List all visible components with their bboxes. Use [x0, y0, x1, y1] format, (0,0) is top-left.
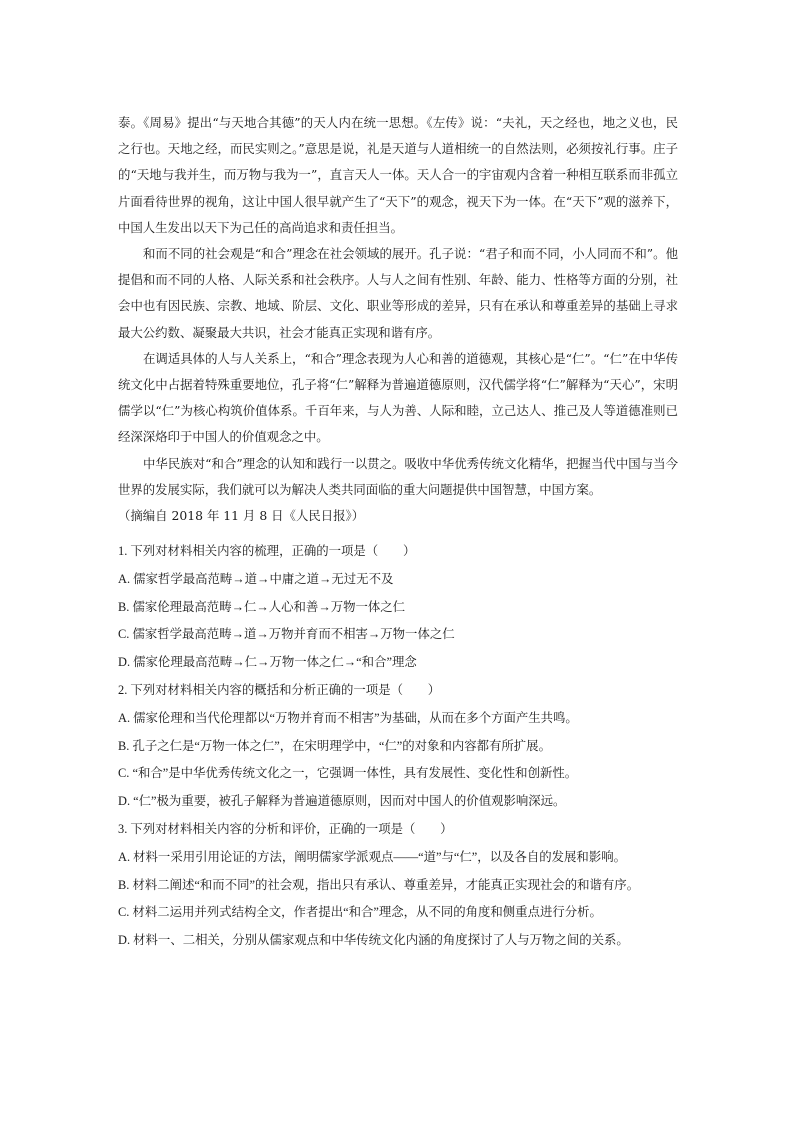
question-stem: 3. 下列对材料相关内容的分析和评价，正确的一项是（ ）	[118, 821, 453, 836]
passage-paragraph-4: 中华民族对“和合”理念的认知和践行一以贯之。吸收中华优秀传统文化精华，把握当代中国与当今世界的发展实际，我们就可以为解决人类共同面临的重大问题提供中国智慧，中国方案。	[118, 455, 678, 497]
option-b: B. 儒家伦理最高范畴→仁→人心和善→万物一体之仁	[118, 599, 406, 614]
option-a: A. 儒家哲学最高范畴→道→中庸之道→无过无不及	[118, 571, 394, 586]
option-d: D. 儒家伦理最高范畴→仁→万物一体之仁→“和合”理念	[118, 655, 417, 670]
option-c: C. 材料二运用并列式结构全文，作者提出“和合”理念，从不同的角度和侧重点进行分析。	[118, 905, 602, 920]
option-d: D. 材料一、二相关，分别从儒家观点和中华传统文化内涵的角度探讨了人与万物之间的关系。	[118, 933, 629, 948]
question-2	[118, 677, 698, 816]
question-stem: 2. 下列对材料相关内容的概括和分析正确的一项是（ ）	[118, 682, 441, 697]
question-stem: 1. 下列对材料相关内容的梳理，正确的一项是（ ）	[118, 544, 416, 558]
option-a: A. 儒家伦理和当代伦理都以“万物并育而不相害”为基础，从而在多个方面产生共鸣。	[118, 710, 578, 725]
passage-paragraph-2: 和而不同的社会观是“和合”理念在社会领域的展开。孔子说：“君子和而不同，小人同而不和”。他提倡和而不同的人格、人际关系和社会秩序。人与人之间有性别、年龄、能力、性格等方面的分别，社会中也有因民族、宗教、地域、阶层、文化、职业等形成的差异，只有在承认和尊重差异的基础上寻求最大公约数、凝聚最大共识，社会才能真正实现和谐有序。	[118, 246, 678, 340]
option-b: B. 孔子之仁是“万物一体之仁”，在宋明理学中，“仁”的对象和内容都有所扩展。	[118, 738, 551, 753]
option-c: C. “和合”是中华优秀传统文化之一，它强调一体性，具有发展性、变化性和创新性。	[118, 766, 578, 781]
source-citation: （摘编自 2018 年 11 月 8 日《人民日报》）	[118, 508, 365, 524]
option-b: B. 材料二阐述“和而不同”的社会观，指出只有承认、尊重差异，才能真正实现社会的和谐有序。	[118, 877, 640, 892]
reading-passage	[118, 110, 678, 529]
question-1	[118, 538, 698, 677]
option-d: D. “仁”极为重要，被孔子解释为普遍道德原则，因而对中国人的价值观影响深远。	[118, 794, 566, 809]
option-c: C. 儒家哲学最高范畴→道→万物并育而不相害→万物一体之仁	[118, 627, 455, 642]
question-list	[118, 538, 698, 955]
passage-paragraph-3: 在调适具体的人与人关系上，“和合”理念表现为人心和善的道德观，其核心是“仁”。“仁”在中华传统文化中占据着特殊重要地位，孔子将“仁”解释为普遍道德原则，汉代儒学将“仁”解释为“天心”，宋明儒学以“仁”为核心构筑价值体系。千百年来，与人为善、人际和睦，立己达人、推己及人等道德准则已经深深烙印于中国人的价值观念之中。	[118, 350, 678, 445]
passage-paragraph-1: 泰。《周易》提出“与天地合其德”的天人内在统一思想。《左传》说：“夫礼，天之经也，地之义也，民之行也。天地之经，而民实则之。”意思是说，礼是天道与人道相统一的自然法则，必须按礼行事。庄子的“天地与我并生，而万物与我为一”，直言天人一体。天人合一的宇宙观内含着一种相互联系而非孤立片面看待世界的视角，这让中国人很早就产生了“天下”的观念，视天下为一体。在“天下”观的滋养下，中国人生发出以天下为己任的高尚追求和责任担当。	[118, 115, 678, 235]
option-a: A. 材料一采用引用论证的方法，阐明儒家学派观点——“道”与“仁”，以及各自的发展和影响。	[118, 849, 626, 864]
question-3	[118, 816, 698, 955]
